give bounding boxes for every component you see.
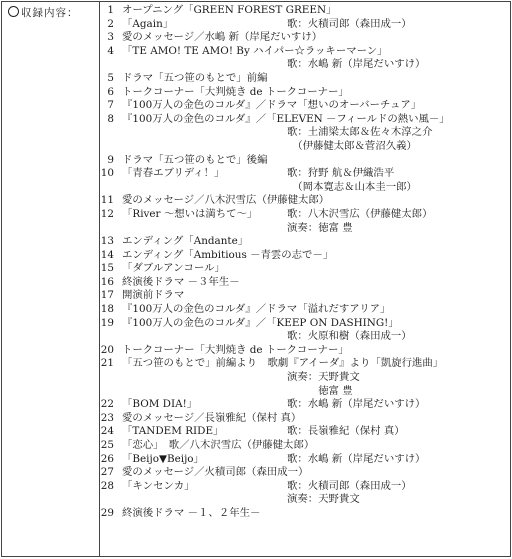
track-row	[100, 86, 510, 100]
track-row	[100, 126, 510, 140]
track-number: 11	[100, 194, 114, 207]
track-credit: 演奏：徳富 豊	[287, 221, 353, 234]
track-row	[100, 439, 510, 453]
track-number: 7	[107, 99, 114, 112]
track-title: 「青春エブリディ！」	[122, 167, 225, 180]
track-row	[100, 208, 510, 222]
track-credit: 歌：火積司郎（森田成一）	[287, 479, 412, 492]
track-row	[100, 4, 510, 18]
track-row	[100, 222, 510, 236]
track-row	[100, 507, 510, 521]
track-credit: 徳富 豊	[287, 384, 353, 397]
track-credit: 歌：水嶋 新（岸尾だいすけ）	[287, 58, 426, 71]
track-credit: 歌：長嶺雅紀（保村 真）	[287, 425, 405, 438]
track-title: 「TE AMO! TE AMO! By ハイパー☆ラッキーマーン」	[122, 44, 388, 57]
track-row	[100, 425, 510, 439]
track-row	[100, 371, 510, 385]
track-number: 2	[107, 17, 114, 30]
track-number: 5	[107, 71, 114, 84]
track-number: 8	[107, 112, 114, 125]
track-title: 『100万人の金色のコルダ』／「ELEVEN －フィールドの熱い風－」	[122, 112, 450, 125]
track-row	[100, 303, 510, 317]
track-number: 18	[100, 303, 114, 316]
track-row	[100, 235, 510, 249]
track-title: 「キンセンカ」	[122, 479, 195, 492]
track-number: 29	[100, 506, 114, 519]
track-credit: 歌：狩野 航＆伊織浩平	[287, 167, 395, 180]
track-number: 10	[100, 167, 114, 180]
track-credit: （伊藤健太郎＆菅沼久義）	[287, 139, 417, 152]
track-number: 1	[107, 4, 114, 16]
track-credit: 歌：水嶋 新（岸尾だいすけ）	[287, 398, 426, 411]
track-row	[100, 181, 510, 195]
track-title: 「Again」	[122, 17, 174, 30]
contents-label-text: 収録内容：	[21, 7, 79, 19]
track-number: 3	[107, 31, 114, 44]
track-credit: 歌：火原和樹（森田成一）	[287, 330, 412, 343]
track-credit: 演奏：天野貴文	[287, 371, 360, 384]
track-row	[100, 72, 510, 86]
track-number: 19	[100, 316, 114, 329]
track-title: 終演後ドラマ －３年生－	[122, 275, 240, 288]
track-title: 「ダブルアンコール」	[122, 262, 225, 275]
track-row	[100, 385, 510, 399]
track-number: 4	[107, 44, 114, 57]
contents-label	[8, 5, 79, 20]
track-title: 愛のメッセージ／火積司郎（森田成一）	[122, 466, 309, 479]
track-title: エンディング「Andante」	[122, 235, 249, 248]
track-row	[100, 140, 510, 154]
track-number: 26	[100, 452, 114, 465]
track-credit: 歌：水嶋 新（岸尾だいすけ）	[287, 452, 426, 465]
track-number: 20	[100, 343, 114, 356]
track-row	[100, 480, 510, 494]
track-credit: 歌：土浦梁太郎＆佐々木淳之介	[287, 126, 433, 139]
track-row	[100, 194, 510, 208]
track-number: 13	[100, 235, 114, 248]
track-row	[100, 330, 510, 344]
track-list-box	[1, 1, 511, 557]
track-number: 6	[107, 85, 114, 98]
track-row	[100, 45, 510, 59]
track-title: 愛のメッセージ／長嶺雅紀（保村 真）	[122, 411, 302, 424]
track-credit: （岡本寛志＆山本圭一郎）	[287, 180, 417, 193]
track-title: 『100万人の金色のコルダ』／「KEEP ON DASHING!」	[122, 316, 399, 329]
track-title: エンディング「Ambitious －青雲の志で－」	[122, 248, 334, 261]
track-title: 「Beijo▼Beijo」	[122, 452, 204, 465]
track-row	[100, 31, 510, 45]
track-credit: 歌：火積司郎（森田成一）	[287, 17, 412, 30]
track-title: オープニング「GREEN FOREST GREEN」	[122, 4, 337, 16]
track-credit: 演奏：天野貴文	[287, 493, 360, 506]
track-number: 9	[107, 153, 114, 166]
track-title: ドラマ「五つ笹のもとで」前編	[122, 71, 268, 84]
track-number: 28	[100, 479, 114, 492]
track-row	[100, 154, 510, 168]
track-row	[100, 113, 510, 127]
track-title: 開演前ドラマ	[122, 289, 185, 302]
track-title: 「TANDEM RIDE」	[122, 425, 224, 438]
track-number: 21	[100, 357, 114, 370]
track-title: ドラマ「五つ笹のもとで」後編	[122, 153, 268, 166]
track-title: 「BOM DIA!」	[122, 398, 198, 411]
track-title: 終演後ドラマ －１、２年生－	[122, 506, 261, 519]
track-row	[100, 493, 510, 507]
track-title: 愛のメッセージ／八木沢雪広（伊藤健太郎）	[122, 194, 330, 207]
track-title: 「恋心」 歌／八木沢雪広（伊藤健太郎）	[122, 439, 315, 451]
track-title: トークコーナー「大判焼き de トークコーナー」	[122, 85, 349, 98]
track-number: 23	[100, 411, 114, 424]
track-number: 16	[100, 275, 114, 288]
track-title: 「River ～想いは満ちて～」	[122, 207, 258, 220]
track-title: 愛のメッセージ／水嶋 新（岸尾だいすけ）	[122, 31, 323, 44]
track-number: 27	[100, 466, 114, 479]
track-list	[100, 4, 510, 521]
circle-bullet-icon	[8, 6, 19, 17]
track-credit: 歌：八木沢雪広（伊藤健太郎）	[287, 207, 433, 220]
track-row	[100, 344, 510, 358]
track-row	[100, 289, 510, 303]
track-number: 25	[100, 439, 114, 451]
track-row	[100, 398, 510, 412]
track-row	[100, 262, 510, 276]
track-number: 12	[100, 207, 114, 220]
track-number: 22	[100, 398, 114, 411]
track-row	[100, 58, 510, 72]
track-number: 17	[100, 289, 114, 302]
track-number: 14	[100, 248, 114, 261]
track-title: 『100万人の金色のコルダ』／ドラマ「想いのオーバーチュア」	[122, 99, 422, 112]
track-title: 『100万人の金色のコルダ』／ドラマ「溢れだすアリア」	[122, 303, 391, 316]
track-row	[100, 357, 510, 371]
track-row	[100, 18, 510, 32]
track-row	[100, 249, 510, 263]
track-row	[100, 99, 510, 113]
track-row	[100, 167, 510, 181]
track-title: 「五つ笹のもとで」前編より 歌劇『アイーダ』より「凱旋行進曲」	[122, 357, 444, 370]
track-number: 15	[100, 262, 114, 275]
track-row	[100, 466, 510, 480]
track-number: 24	[100, 425, 114, 438]
track-row	[100, 453, 510, 467]
track-title: トークコーナー「大判焼き de トークコーナー」	[122, 343, 349, 356]
track-row	[100, 276, 510, 290]
track-row	[100, 317, 510, 331]
track-row	[100, 412, 510, 426]
